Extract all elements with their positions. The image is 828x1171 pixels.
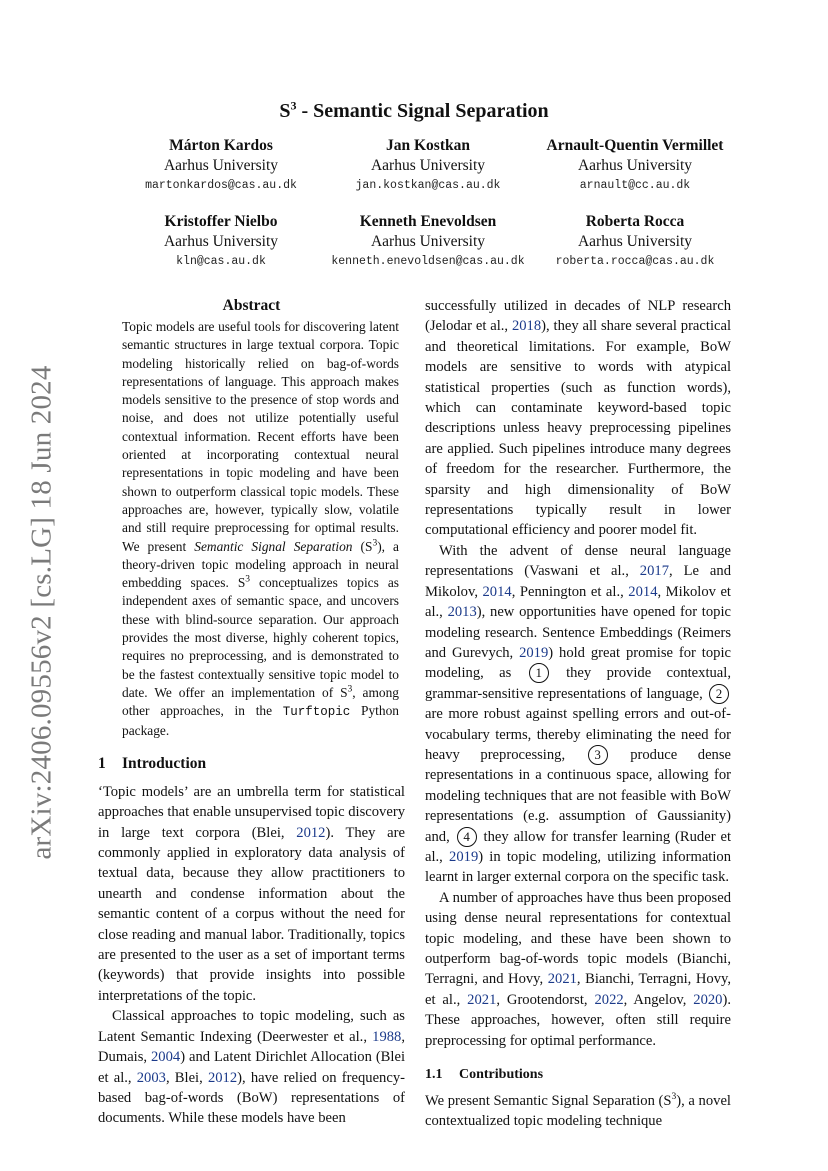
abstract-body: Topic models are useful tools for discovering latent semantic structures in large textual corpora. Topic modeling historically relied on bag-of-words representations of language. This approach makes models sensitive to the presence of stop words and noise, and does not utilize potentially useful contextual information. Recent efforts have been oriented at incorporating contextual neural representations in topic modeling and have been shown to outperform classical topic models. These approaches are, however, typically slow, volatile and still require preprocessing for optimal results. We present Semantic Signal Separation $(S^3)$, a theory-driven topic modeling approach in neural embedding spaces. $S^3$ conceptualizes topics as independent axes of semantic space, and uncovers these with blind-source separation. Our approach provides the most diverse, highly coherent topics, requires no preprocessing, and is demonstrated to be the fastest contextually sensitive topic model to date. We offer an implementation of $S^3$, among other approaches, in the Turftopic Python package. bbox=[122, 319, 400, 738]
author-affiliation: Aarhus University bbox=[370, 157, 486, 174]
author-block bbox=[325, 212, 531, 272]
author-block bbox=[325, 136, 531, 196]
circled-number-4: 4 bbox=[457, 827, 477, 847]
author-email: jan.kostkan@cas.au.dk bbox=[355, 179, 501, 192]
citation-link[interactable]: 2020 bbox=[693, 991, 723, 1008]
section-heading-introduction: 1 Introduction bbox=[98, 754, 207, 772]
author-affiliation: Aarhus University bbox=[163, 157, 279, 174]
right-paragraph-2: With the advent of dense neural language representations (Vaswani et al., 2017, Le and Mikolov, 2014, Pennington et al., 2014, Mikolov et al., 2013), new opportunities have opened for topic modeling research. Sentence Embeddings (Reimers and Gurevych, 2019) hold great promise for topic modeling, as 1 they provide contextual, grammar-sensitive representations of language, 2 are more robust against spelling errors and out-of-vocabulary terms, thereby eliminating the need for heavy preprocessing, 3 produce dense representations in a continuous space, allowing for modeling techniques that are not feasible with BoW representations (e.g. assumption of Gaussianity) and, 4 they allow for transfer learning (Ruder et al., 2019) in topic modeling, utilizing information learnt in larger external corpora on the specific task. bbox=[425, 542, 731, 886]
citation-link[interactable]: 2019 bbox=[449, 848, 479, 865]
circled-number-3: 3 bbox=[588, 745, 608, 765]
author-affiliation: Aarhus University bbox=[577, 157, 693, 174]
citation-link[interactable]: 2003 bbox=[136, 1069, 166, 1086]
title-s: S bbox=[279, 100, 291, 122]
author-name: Kenneth Enevoldsen bbox=[359, 213, 497, 230]
citation-link[interactable]: 2014 bbox=[628, 583, 658, 600]
citation-link[interactable]: 2012 bbox=[207, 1069, 238, 1086]
citation-link[interactable]: 2021 bbox=[467, 991, 497, 1008]
author-email: kenneth.enevoldsen@cas.au.dk bbox=[331, 255, 525, 268]
citation-link[interactable]: 2012 bbox=[296, 824, 326, 841]
right-paragraph-1: successfully utilized in decades of NLP research (Jelodar et al., 2018), they all share several practical and theoretical limitations. For example, BoW models are sensitive to words with atypical statistical properties (such as function words), which can contaminate keyword-based topic descriptions unless heavy preprocessing pipelines are applied. Such pipelines introduce many degrees of freedom for the researcher. Furthermore, the sparsity and high dimensionality of BoW representations typically result in lower computational efficiency and poorer model fit. bbox=[425, 298, 732, 539]
author-name: Márton Kardos bbox=[169, 137, 273, 154]
author-block bbox=[532, 136, 738, 196]
citation-link[interactable]: 2019 bbox=[519, 644, 549, 661]
contributions-paragraph: We present Semantic Signal Separation $(S^3)$, a novel contextualized topic modeling technique bbox=[425, 1092, 731, 1130]
subsection-heading-contributions: 1.1 Contributions bbox=[425, 1067, 544, 1083]
author-name: Jan Kostkan bbox=[386, 137, 470, 154]
right-column bbox=[425, 296, 731, 1132]
author-row-2 bbox=[118, 212, 738, 272]
arxiv-stamp bbox=[25, 364, 58, 860]
arxiv-stamp-text: arXiv:2406.09556v2 [cs.LG] 18 Jun 2024 bbox=[25, 364, 58, 860]
right-paragraph-3: A number of approaches have thus been proposed using dense neural representations for contextual topic modeling, and these have been shown to outperform bag-of-words topic models (Bianchi, Terragni, and Hovy, 2021, Bianchi, Terragni, Hovy, et al., 2021, Grootendorst, 2022, Angelov, 2020). These approaches, however, often still require preprocessing for optimal performance. bbox=[425, 889, 731, 1049]
title-sup: 3 bbox=[290, 98, 297, 113]
intro-paragraph-1: ‘Topic models’ are an umbrella term for statistical approaches that enable unsupervised topic discovery in large text corpora (Blei, 2012). They are commonly applied in exploratory data analysis of textual data, because they allow practitioners to unearth and condense information about the semantic content of a corpus without the need for close reading and manual labor. Traditionally, topics are presented to the user as a set of important terms (keywords) that provide insights into possible interpretations of the topic. bbox=[98, 783, 405, 1004]
author-email: arnault@cc.au.dk bbox=[579, 179, 691, 192]
author-affiliation: Aarhus University bbox=[163, 233, 279, 250]
author-affiliation: Aarhus University bbox=[370, 233, 486, 250]
author-email: kln@cas.au.dk bbox=[176, 255, 266, 268]
author-email: roberta.rocca@cas.au.dk bbox=[555, 255, 715, 268]
citation-link[interactable]: 2013 bbox=[447, 604, 477, 621]
citation-link[interactable]: 1988 bbox=[372, 1028, 402, 1045]
author-row-1 bbox=[118, 136, 738, 196]
left-column bbox=[98, 296, 405, 1129]
package-name: Turftopic bbox=[282, 705, 351, 720]
title-rest: - Semantic Signal Separation bbox=[296, 100, 549, 122]
citation-link[interactable]: 2014 bbox=[482, 583, 512, 600]
author-block bbox=[118, 136, 324, 196]
author-block bbox=[118, 212, 324, 272]
citation-link[interactable]: 2018 bbox=[511, 318, 542, 335]
author-name: Roberta Rocca bbox=[585, 213, 685, 230]
citation-link[interactable]: 2022 bbox=[594, 991, 624, 1008]
author-email: martonkardos@cas.au.dk bbox=[145, 179, 297, 192]
author-name: Kristoffer Nielbo bbox=[164, 213, 278, 230]
circled-number-2: 2 bbox=[709, 684, 729, 704]
circled-number-1: 1 bbox=[529, 663, 549, 683]
citation-link[interactable]: 2004 bbox=[151, 1049, 181, 1066]
intro-paragraph-2: Classical approaches to topic modeling, such as Latent Semantic Indexing (Deerwester et al., 1988, Dumais, 2004) and Latent Dirichlet Allocation (Blei et al., 2003, Blei, 2012), have relied on frequency-based bag-of-words (BoW) representations of documents. While these models have been bbox=[98, 1008, 405, 1127]
author-name: Arnault-Quentin Vermillet bbox=[546, 137, 724, 154]
citation-link[interactable]: 2017 bbox=[639, 563, 669, 580]
author-block bbox=[532, 212, 738, 272]
abstract-heading: Abstract bbox=[222, 297, 281, 314]
author-affiliation: Aarhus University bbox=[577, 233, 693, 250]
paper-title bbox=[0, 100, 828, 123]
citation-link[interactable]: 2021 bbox=[547, 971, 577, 988]
